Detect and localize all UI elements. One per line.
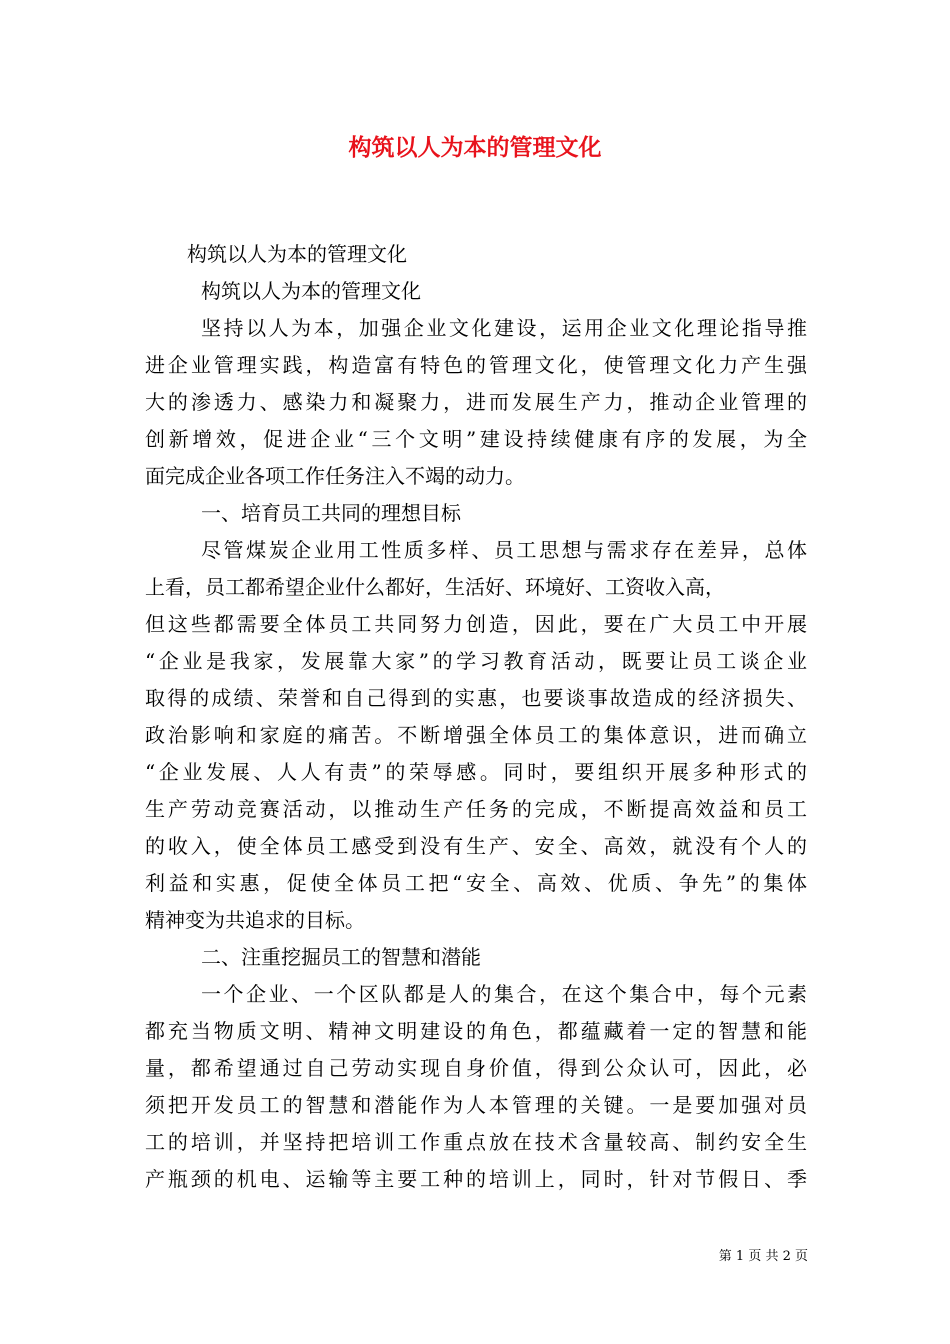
paragraph-line: “企业发展、人人有责”的荣辱感。同时，要组织开展多种形式的 bbox=[145, 760, 807, 784]
paragraph-line: 面完成企业各项工作任务注入不竭的动力。 bbox=[145, 464, 525, 488]
page-number: 第 1 页 共 2 页 bbox=[718, 1249, 808, 1264]
paragraph-line: 尽管煤炭企业用工性质多样、员工思想与需求存在差异，总体 bbox=[201, 538, 807, 562]
section-heading: 二、注重挖掘员工的智慧和潜能 bbox=[201, 945, 481, 969]
paragraph-line: 坚持以人为本，加强企业文化建设，运用企业文化理论指导推 bbox=[201, 316, 807, 340]
paragraph-line: 利益和实惠，促使全体员工把“安全、高效、优质、争先”的集体 bbox=[145, 871, 807, 895]
paragraph-line: 量，都希望通过自己劳动实现自身价值，得到公众认可，因此，必 bbox=[145, 1056, 807, 1080]
paragraph-line: 大的渗透力、感染力和凝聚力，进而发展生产力，推动企业管理的 bbox=[145, 390, 807, 414]
paragraph-line: 工的培训，并坚持把培训工作重点放在技术含量较高、制约安全生 bbox=[145, 1130, 807, 1154]
paragraph-line: 都充当物质文明、精神文明建设的角色，都蕴藏着一定的智慧和能 bbox=[145, 1019, 807, 1043]
paragraph-line: 一个企业、一个区队都是人的集合，在这个集合中，每个元素 bbox=[201, 982, 807, 1006]
paragraph-line: 政治影响和家庭的痛苦。不断增强全体员工的集体意识，进而确立 bbox=[145, 723, 807, 747]
paragraph-line: 精神变为共追求的目标。 bbox=[145, 908, 365, 932]
document-title: 构筑以人为本的管理文化 bbox=[348, 135, 602, 161]
paragraph-line: 创新增效，促进企业“三个文明”建设持续健康有序的发展，为全 bbox=[145, 427, 807, 451]
paragraph-line: 产瓶颈的机电、运输等主要工种的培训上，同时，针对节假日、季 bbox=[145, 1167, 807, 1191]
document-body bbox=[145, 236, 807, 1198]
paragraph-line: 上看，员工都希望企业什么都好，生活好、环境好、工资收入高， bbox=[145, 575, 725, 599]
section-heading: 一、培育员工共同的理想目标 bbox=[201, 501, 461, 525]
subtitle-line: 构筑以人为本的管理文化 bbox=[187, 242, 407, 266]
paragraph-line: 但这些都需要全体员工共同努力创造，因此，要在广大员工中开展 bbox=[145, 612, 807, 636]
subtitle-line: 构筑以人为本的管理文化 bbox=[201, 279, 421, 303]
paragraph-line: 须把开发员工的智慧和潜能作为人本管理的关键。一是要加强对员 bbox=[145, 1093, 807, 1117]
paragraph-line: “企业是我家，发展靠大家”的学习教育活动，既要让员工谈企业 bbox=[145, 649, 807, 673]
paragraph-line: 生产劳动竞赛活动，以推动生产任务的完成，不断提高效益和员工 bbox=[145, 797, 807, 821]
paragraph-line: 进企业管理实践，构造富有特色的管理文化，使管理文化力产生强 bbox=[145, 353, 807, 377]
paragraph-line: 取得的成绩、荣誉和自己得到的实惠，也要谈事故造成的经济损失、 bbox=[145, 686, 807, 710]
paragraph-line: 的收入，使全体员工感受到没有生产、安全、高效，就没有个人的 bbox=[145, 834, 807, 858]
